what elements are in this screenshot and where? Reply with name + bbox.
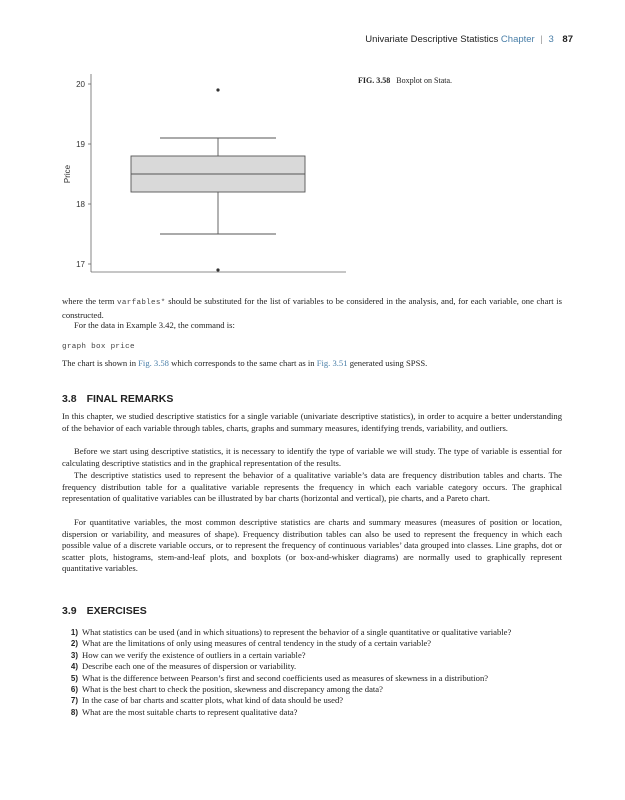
exercise-number: 2) <box>70 639 78 649</box>
exercise-number: 7) <box>70 696 78 706</box>
exercise-item <box>62 707 562 718</box>
exercise-item <box>62 627 562 638</box>
exercise-number: 8) <box>70 707 78 717</box>
p1-lead: where the term <box>62 296 115 306</box>
section-3-9-heading <box>62 605 147 617</box>
exercise-item <box>62 650 562 661</box>
section-3-8-paragraph-3: The descriptive statistics used to represent the behavior of a qualitative variable’s data are frequency distribution tables and charts. The frequency distribution table for a qualitative variable represents the frequency in which each variable category occurs. The graphical representation of qualitative variables can be illustrated by bar charts (horizontal and vertical), pie charts, and a Pareto chart. <box>62 470 562 503</box>
exercise-item <box>62 673 562 684</box>
y-tick-label: 19 <box>76 140 85 149</box>
figure-caption-text: Boxplot on Stata. <box>396 76 453 85</box>
exercise-question: In the case of bar charts and scatter plots, what kind of data should be used? <box>82 695 344 706</box>
p1-text: should be substituted for the list of variables to be considered in the analysis, and, for each variable, one chart is constructed. <box>62 296 562 320</box>
section-3-8-number: 3.8 <box>62 393 77 405</box>
p3-mid: which corresponds to the same chart as in <box>171 358 315 368</box>
exercise-number: 4) <box>70 662 78 672</box>
paragraph-variables-note <box>62 296 562 321</box>
exercise-question: What are the limitations of only using measures of central tendency in the study of a certain variable? <box>82 638 432 649</box>
exercise-list <box>62 627 562 718</box>
y-tick-label: 18 <box>76 200 85 209</box>
page-number: 87 <box>562 34 573 45</box>
section-3-8-paragraph-4: For quantitative variables, the most common descriptive statistics are charts and summary measures (measures of position or location, dispersion or variability, and measures of shape). Frequency distribution tables can also be used to represent the frequency in which each possible value of a discrete variable occurs, or to represent the frequency of continuous variables’ data grouped into classes. Line graphs, dot or scatter plots, histograms, stem-and-leaf plots, and boxplots (or box-and-whisker diagrams) are normally used to graphically represent quantitative variables. <box>62 517 562 573</box>
exercise-number: 1) <box>70 628 78 637</box>
section-3-8-paragraph-2: Before we start using descriptive statistics, it is necessary to identify the type of variable we will study. The type of variable is essential for calculating descriptive statistics and in the graphical representation of the results. <box>62 446 562 468</box>
command-code: graph box price <box>62 343 135 351</box>
section-3-8-paragraph-1: In this chapter, we studied descriptive statistics for a single variable (univariate descriptive statistics), in order to acquire a better understanding of the behavior of each variable through tables, charts, graphs and summary measures, identifying trends, variability, and outliers. <box>62 411 562 433</box>
running-head-chapter-label: Chapter <box>500 34 535 45</box>
y-axis-label: Price <box>63 164 72 184</box>
outlier-point <box>216 88 219 91</box>
p1-code: varfables* <box>117 299 166 307</box>
exercise-question: How can we verify the existence of outliers in a certain variable? <box>82 649 306 660</box>
exercise-question: What is the difference between Pearson’s first and second coefficients used as measures of skewness in a distribution? <box>82 672 489 683</box>
outlier-point <box>216 268 219 271</box>
running-head-separator: | <box>540 34 543 45</box>
y-tick-label: 17 <box>76 260 85 269</box>
boxplot-figure <box>58 70 358 280</box>
command-line <box>62 340 562 354</box>
exercise-question: What are the most suitable charts to represent qualitative data? <box>82 706 298 717</box>
running-head-chapter-number: 3 <box>548 34 554 45</box>
figure-ref-3-51[interactable]: Fig. 3.51 <box>316 358 348 368</box>
exercise-item <box>62 638 562 649</box>
exercise-number: 3) <box>70 650 78 660</box>
exercise-number: 5) <box>70 673 78 683</box>
exercise-question: What is the best chart to check the position, skewness and discrepancy among the data? <box>82 684 383 695</box>
running-head-title: Univariate Descriptive Statistics <box>365 34 499 45</box>
figure-caption <box>358 76 452 85</box>
exercise-number: 6) <box>70 685 78 695</box>
section-3-9-title: EXERCISES <box>86 605 147 617</box>
exercise-item <box>62 661 562 672</box>
figure-label: FIG. 3.58 <box>358 76 391 85</box>
p3-tail: generated using SPSS. <box>349 358 428 368</box>
p3-lead: The chart is shown in <box>62 358 136 368</box>
paragraph-chart-shown <box>62 358 562 370</box>
exercise-question: What statistics can be used (and in which situations) to represent the behavior of a single quantitative or qualitative variable? <box>82 627 512 637</box>
exercise-item <box>62 684 562 695</box>
exercise-question: Describe each one of the measures of dispersion or variability. <box>82 661 297 672</box>
section-3-8-title: FINAL REMARKS <box>86 393 174 405</box>
running-head <box>365 34 573 45</box>
paragraph-command-intro: For the data in Example 3.42, the command is: <box>74 320 235 330</box>
y-tick-label: 20 <box>76 80 85 89</box>
section-3-9-number: 3.9 <box>62 605 77 617</box>
exercise-item <box>62 695 562 706</box>
section-3-8-heading <box>62 393 173 405</box>
figure-ref-3-58[interactable]: Fig. 3.58 <box>138 358 169 368</box>
